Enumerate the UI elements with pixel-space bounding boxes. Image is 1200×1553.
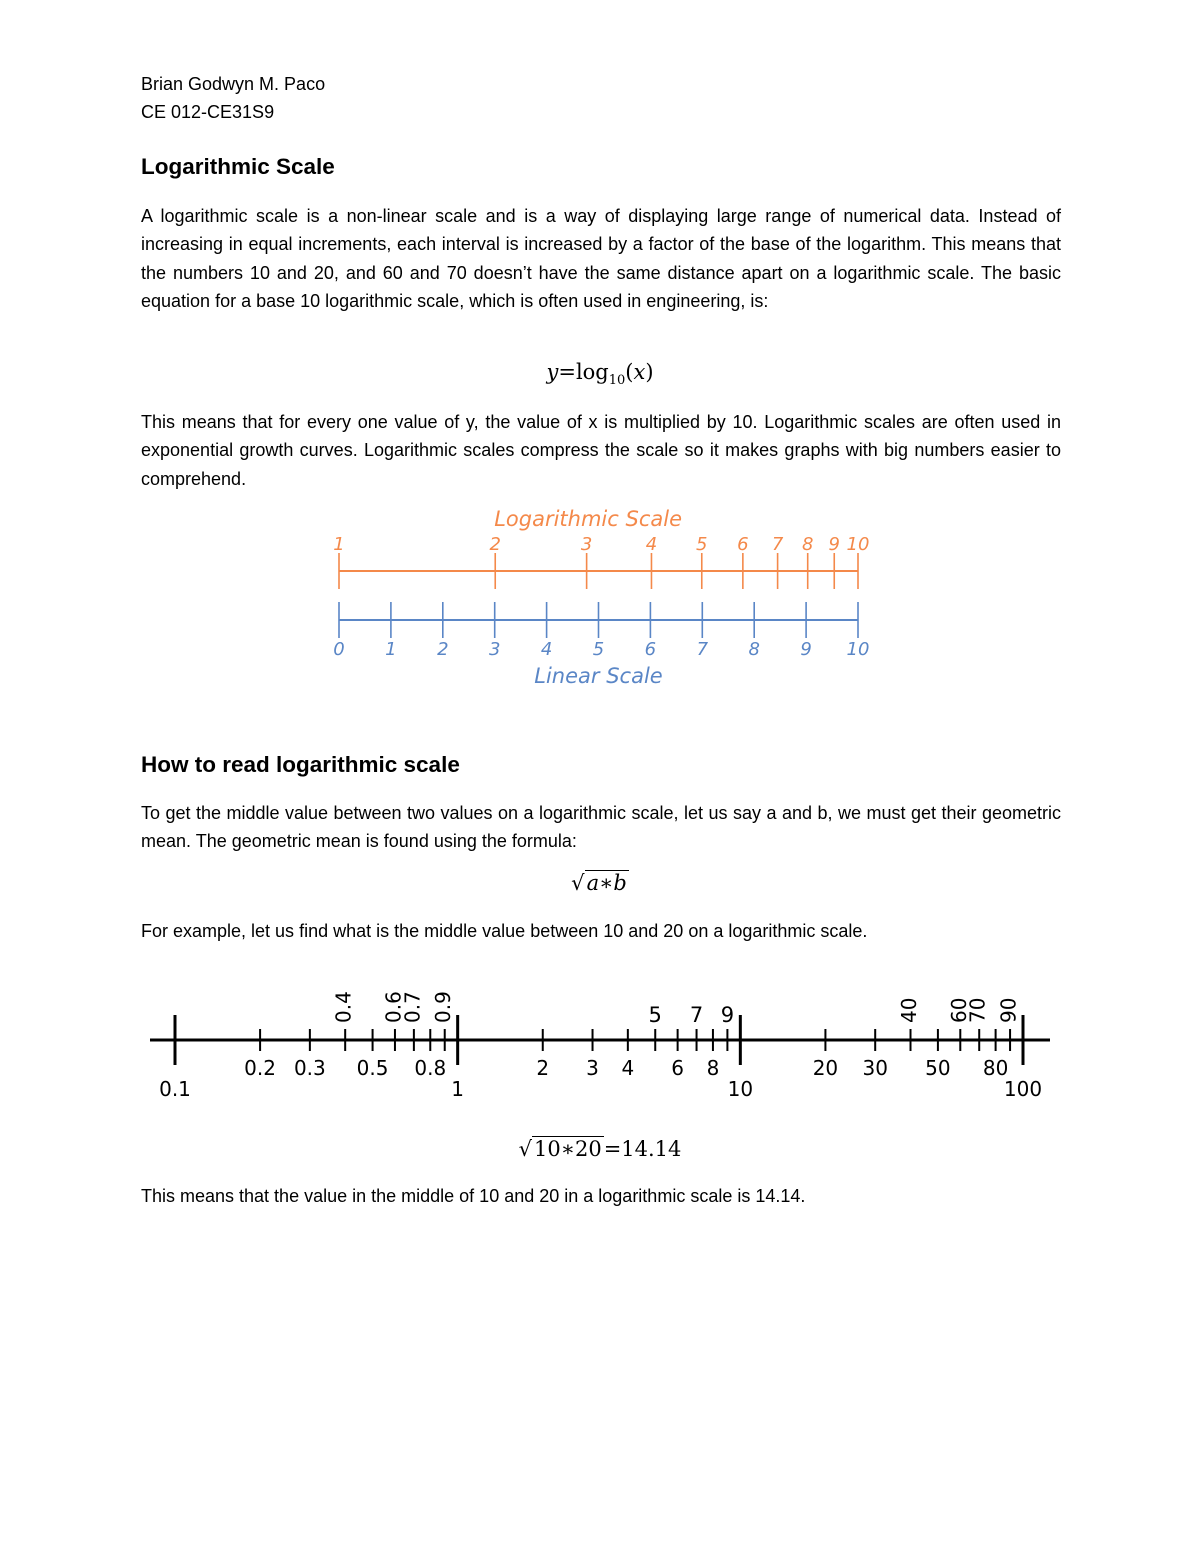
section-title-how-to-read: How to read logarithmic scale bbox=[141, 752, 460, 777]
ruler-minor-label-upright: 5 bbox=[648, 1003, 662, 1027]
ruler-minor-label: 3 bbox=[586, 1056, 599, 1080]
paragraph-intro bbox=[141, 202, 1061, 316]
paragraph-geometric-mean-text: To get the middle value between two values on a logarithmic scale, let us say a and b, we must get their geometric mean. The geometric mean is found using the formula: bbox=[141, 803, 1061, 852]
paragraph-explanation-text: This means that for every one value of y, the value of x is multiplied by 10. Logarithmic scales are often used in exponential growth curves. Logarithmic scales compress the scale so it makes graphs with big numbers easier to comprehend. bbox=[141, 412, 1061, 489]
ruler-minor-label: 0.5 bbox=[356, 1056, 389, 1080]
linear-scale-tick-label: 4 bbox=[540, 639, 553, 660]
ruler-major-label: 0.1 bbox=[159, 1077, 191, 1101]
ruler-minor-label: 50 bbox=[925, 1056, 951, 1080]
ruler-minor-label-rotated: 0.7 bbox=[400, 991, 425, 1023]
log-scale-tick-label: 2 bbox=[489, 534, 501, 555]
log-linear-comparison-figure bbox=[320, 500, 880, 700]
eq-close-paren: ) bbox=[645, 360, 654, 384]
log-scale-group bbox=[333, 507, 869, 589]
ruler-minor-label: 2 bbox=[536, 1056, 550, 1080]
author-name: Brian Godwyn M. Paco bbox=[141, 74, 326, 94]
log-scale-title: Logarithmic Scale bbox=[494, 507, 683, 531]
ruler-minor-label: 0.3 bbox=[293, 1056, 326, 1080]
linear-scale-title: Linear Scale bbox=[534, 664, 663, 688]
linear-scale-tick-label: 0 bbox=[333, 639, 345, 660]
eq-log: log bbox=[575, 360, 609, 384]
log-scale-tick-label: 1 bbox=[333, 534, 345, 555]
eq-open-paren: ( bbox=[625, 360, 634, 384]
ruler-minor-label-upright: 7 bbox=[689, 1003, 704, 1027]
linear-scale-group bbox=[333, 602, 869, 688]
ruler-minor-label-rotated: 60 bbox=[946, 997, 971, 1023]
log-scale-tick-label: 9 bbox=[828, 534, 840, 555]
ruler-minor-label: 80 bbox=[982, 1056, 1009, 1080]
paragraph-example bbox=[141, 917, 1061, 945]
calculation-radicand: 10∗20 bbox=[533, 1137, 602, 1161]
paragraph-intro-text: A logarithmic scale is a non-linear scale and is a way of displaying large range of numerical data. Instead of increasing in equal increments, each interval is increased by a factor of the base of the logarithm. This means that the numbers 10 and 20, and 60 and 70 doesn’t have the same distance apart on a logarithmic scale. The basic equation for a base 10 logarithmic scale, which is often used in engineering, is: bbox=[141, 206, 1061, 312]
ruler-minor-label: 20 bbox=[812, 1056, 839, 1080]
ruler-minor-label: 4 bbox=[621, 1056, 635, 1080]
geometric-mean-formula bbox=[0, 870, 1200, 895]
eq-x: x bbox=[633, 360, 646, 384]
ruler-minor-label: 30 bbox=[862, 1056, 888, 1080]
eq-base: 10 bbox=[608, 373, 626, 388]
paragraph-conclusion-text: This means that the value in the middle of 10 and 20 in a logarithmic scale is 14.14. bbox=[141, 1186, 806, 1206]
ruler-minor-label-rotated: 0.6 bbox=[381, 991, 406, 1023]
linear-scale-tick-label: 3 bbox=[488, 639, 501, 660]
linear-scale-tick-label: 9 bbox=[800, 639, 812, 660]
log-scale-tick-label: 6 bbox=[737, 534, 749, 555]
section-title-logarithmic-scale: Logarithmic Scale bbox=[141, 154, 335, 179]
ruler-minor-label-rotated: 40 bbox=[897, 997, 922, 1023]
log-equation bbox=[0, 360, 1200, 388]
log-scale-tick-label: 5 bbox=[696, 534, 708, 555]
linear-scale-tick-label: 7 bbox=[696, 639, 709, 660]
linear-scale-tick-label: 8 bbox=[748, 639, 760, 660]
ruler-minor-label-upright: 9 bbox=[720, 1003, 735, 1027]
ruler-major-label: 1 bbox=[451, 1077, 465, 1101]
sqrt-formula bbox=[571, 870, 629, 895]
ruler-ticks bbox=[159, 991, 1042, 1101]
paragraph-explanation bbox=[141, 408, 1061, 493]
paragraph-conclusion bbox=[141, 1182, 1061, 1210]
eq-equals: = bbox=[558, 360, 576, 384]
ruler-minor-label: 6 bbox=[671, 1056, 684, 1080]
ruler-minor-label: 0.2 bbox=[244, 1056, 276, 1080]
ruler-minor-label-rotated: 90 bbox=[996, 997, 1021, 1023]
linear-scale-tick-label: 5 bbox=[592, 639, 605, 660]
ruler-major-label: 10 bbox=[727, 1077, 754, 1101]
eq-y: y bbox=[546, 360, 559, 384]
ruler-minor-label-rotated: 70 bbox=[965, 997, 990, 1023]
ruler-minor-label: 0.8 bbox=[414, 1056, 447, 1080]
paragraph-geometric-mean bbox=[141, 799, 1061, 856]
paragraph-example-text: For example, let us find what is the middle value between 10 and 20 on a logarithmic scale. bbox=[141, 921, 868, 941]
linear-scale-tick-label: 1 bbox=[385, 639, 397, 660]
calculation-result: =14.14 bbox=[603, 1137, 682, 1161]
formula-radicand: a∗b bbox=[586, 871, 627, 895]
course-code: CE 012-CE31S9 bbox=[141, 102, 275, 122]
example-calculation bbox=[0, 1136, 1200, 1161]
linear-scale-tick-label: 2 bbox=[437, 639, 449, 660]
log-scale-tick-label: 4 bbox=[645, 534, 658, 555]
ruler-major-label: 100 bbox=[1003, 1077, 1043, 1101]
log-scale-tick-label: 10 bbox=[846, 534, 870, 555]
sqrt-calculation bbox=[519, 1136, 604, 1161]
log-ruler-figure bbox=[140, 975, 1060, 1105]
log-scale-tick-label: 8 bbox=[801, 534, 814, 555]
linear-scale-tick-label: 10 bbox=[846, 639, 870, 660]
log-scale-tick-label: 3 bbox=[580, 534, 593, 555]
ruler-minor-label-rotated: 0.9 bbox=[431, 991, 456, 1023]
linear-scale-tick-label: 6 bbox=[644, 639, 657, 660]
log-scale-tick-label: 7 bbox=[771, 534, 784, 555]
ruler-minor-label: 8 bbox=[706, 1056, 720, 1080]
sqrt-icon: √ bbox=[518, 1137, 532, 1161]
sqrt-icon: √ bbox=[571, 871, 585, 895]
ruler-minor-label-rotated: 0.4 bbox=[331, 991, 356, 1023]
